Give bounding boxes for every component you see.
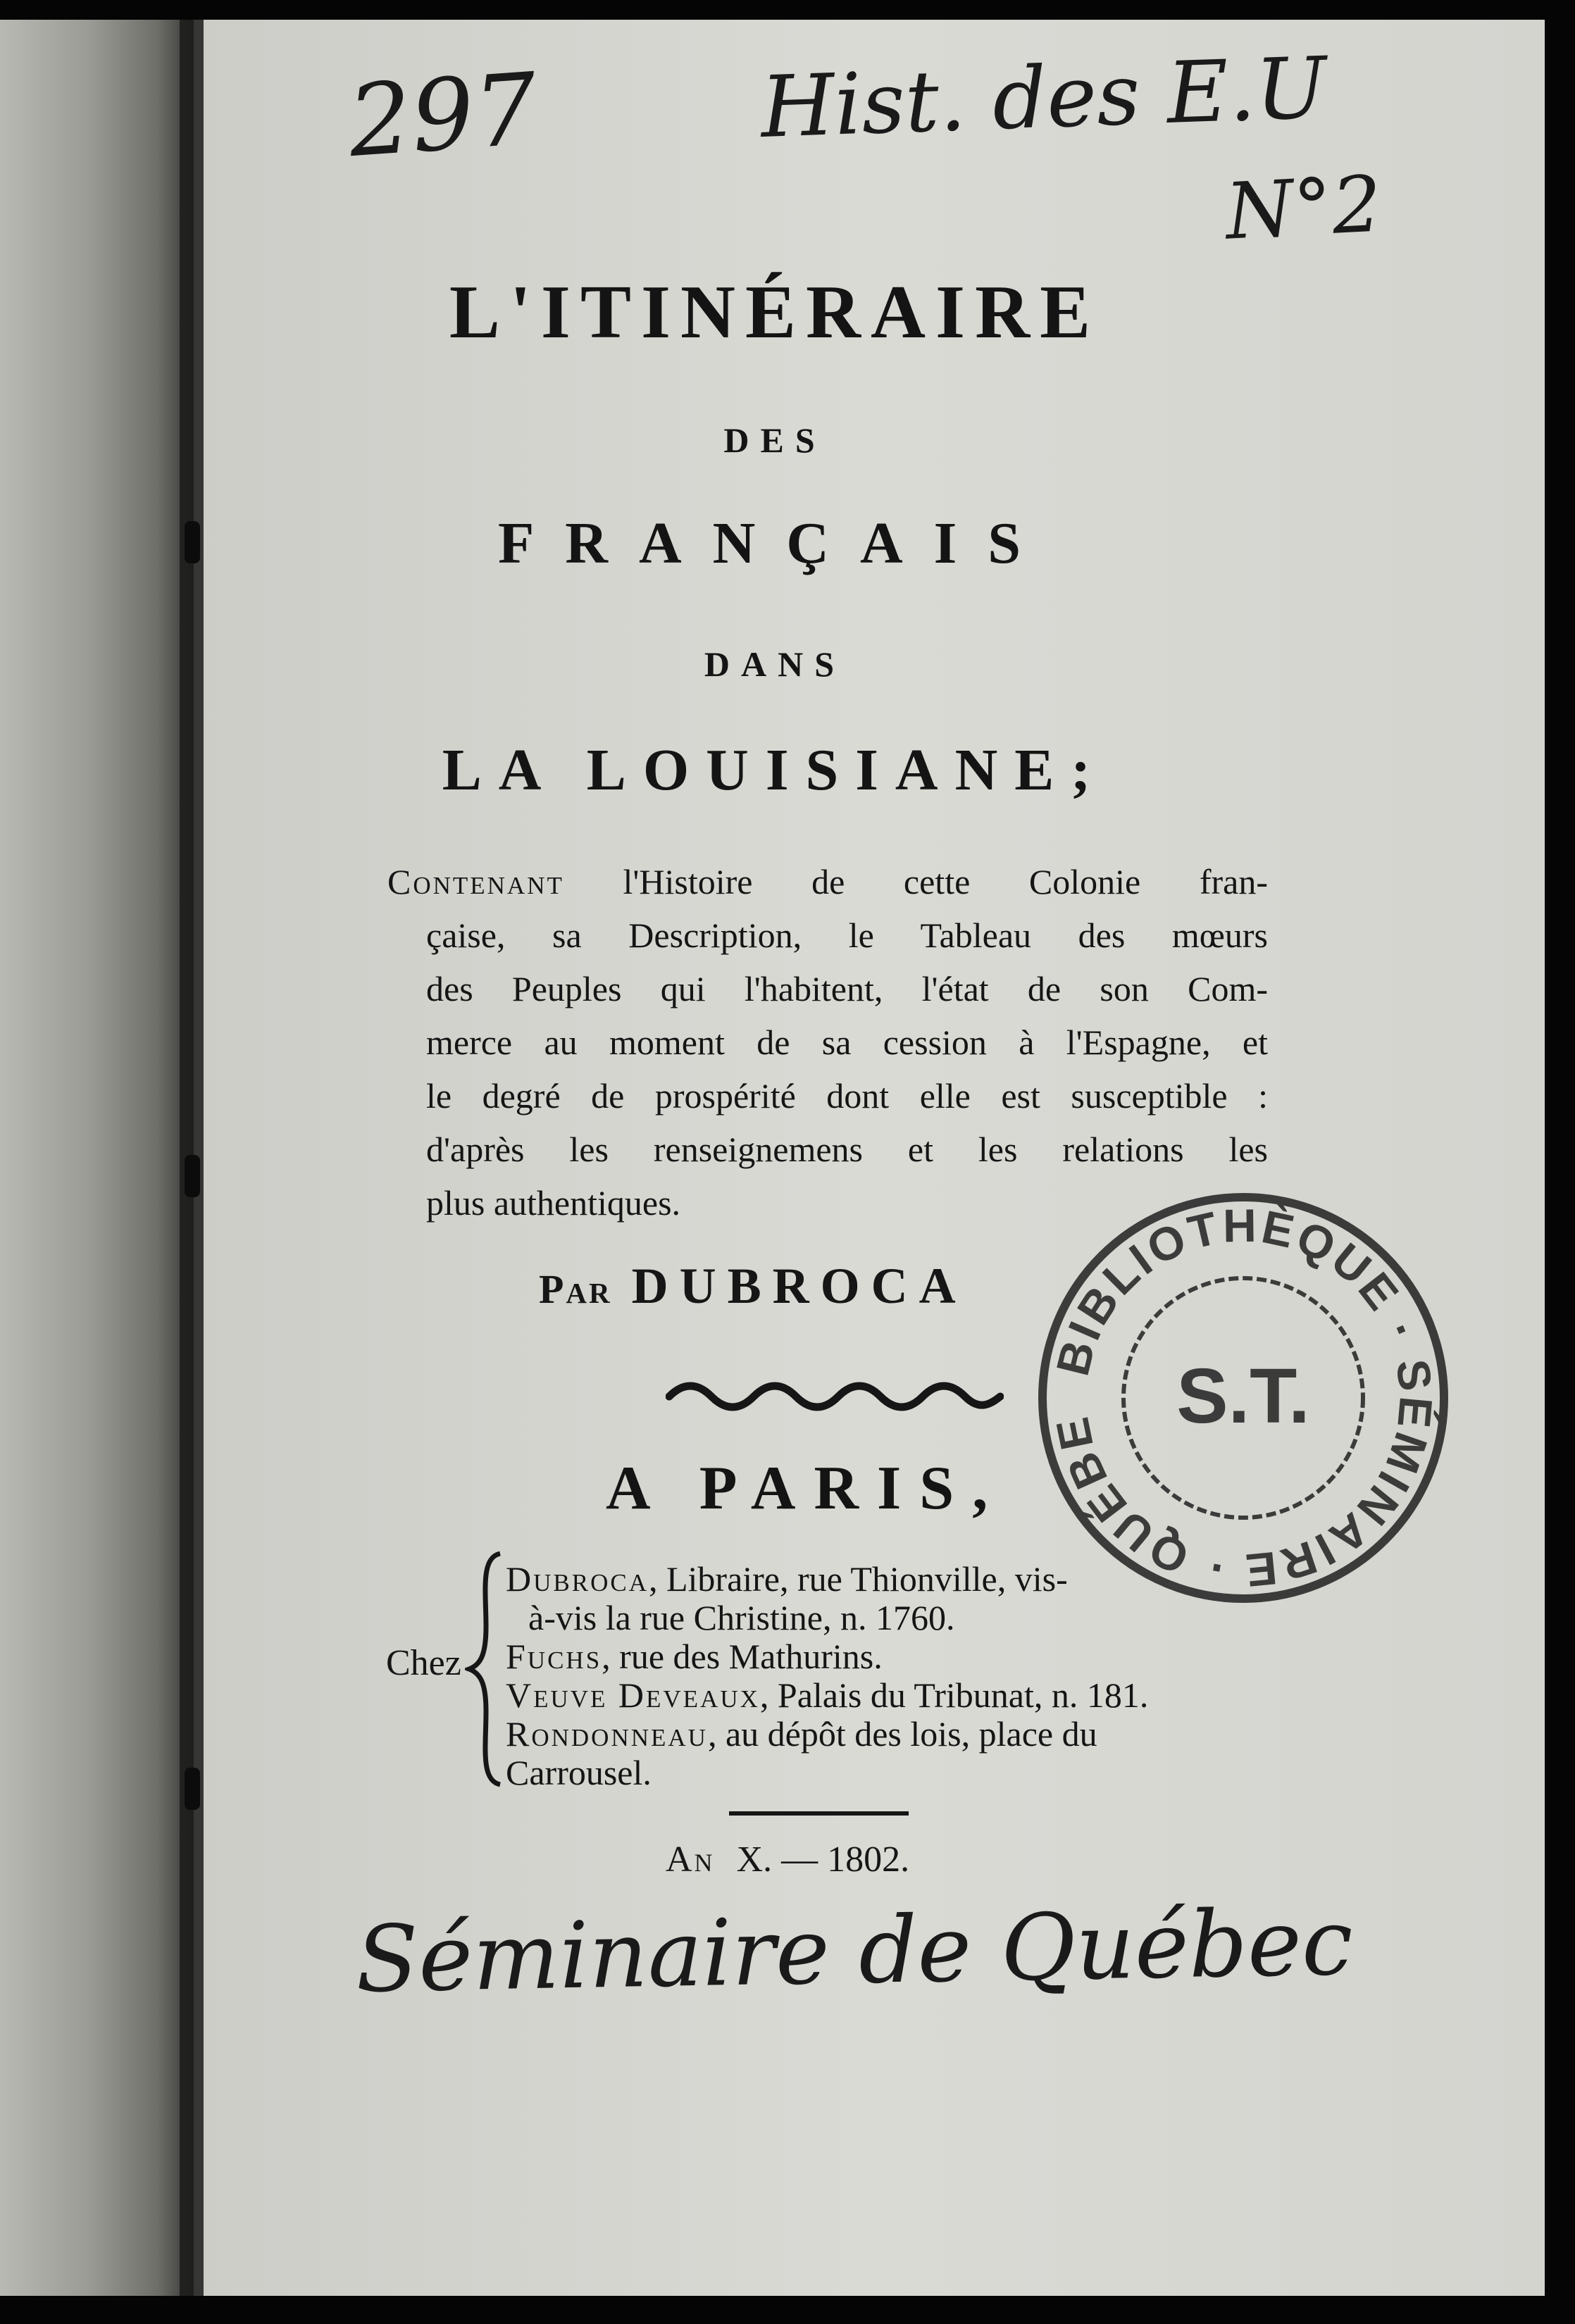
title-louisiane: LA LOUISIANE; (442, 737, 1108, 803)
handwritten-ownership: Séminaire de Québec (354, 1888, 1354, 2013)
author-prefix: Par (539, 1266, 612, 1312)
handwritten-shelf-number: 297 (344, 51, 541, 180)
publisher-name-1: Dubroca (506, 1559, 649, 1599)
date-line (666, 1839, 910, 1880)
description-line-5: le degré de prospérité dont elle est susceptible : (426, 1076, 1268, 1116)
publisher-name-5: Rondonneau (506, 1714, 708, 1754)
title-des: DES (723, 420, 826, 460)
publisher-line-3 (506, 1639, 883, 1674)
wavy-rule-ornament (666, 1377, 1004, 1412)
date-prefix: An (666, 1839, 715, 1880)
publisher-name-4: Veuve Deveaux (506, 1675, 760, 1715)
publisher-text-4: , Palais du Tribunat, n. 181. (759, 1675, 1149, 1715)
title-francais: FRANÇAIS (497, 511, 1052, 576)
description-line-4: merce au moment de sa cession à l'Espagne, et (426, 1023, 1268, 1062)
author-name: DUBROCA (631, 1258, 967, 1314)
publishers-brace (465, 1549, 507, 1789)
publisher-name-3: Fuchs (506, 1637, 602, 1676)
chez-label: Chez (386, 1643, 461, 1683)
publisher-line-5 (506, 1714, 1097, 1754)
library-stamp-graphic (1035, 1190, 1451, 1606)
left-page-edge (0, 20, 197, 2296)
handwritten-collection: Hist. des E.U (759, 39, 1328, 157)
stamp-outer-path: BIBLIOTHÈQUE · SÉMINAIRE · QUÉBE (1045, 1199, 1443, 1597)
description-line-1-text: l'Histoire de cette Colonie fran- (623, 862, 1268, 901)
description-line-2: çaise, sa Description, le Tableau des mœurs (426, 916, 1268, 955)
library-stamp (1035, 1190, 1451, 1606)
description-line-6: d'après les renseignemens et les relations les (426, 1130, 1268, 1169)
publisher-line-4 (506, 1675, 1149, 1715)
description-line-3: des Peuples qui l'habitent, l'état de son Com- (426, 969, 1268, 1008)
date-rule (729, 1811, 909, 1816)
description-line-1 (387, 864, 1268, 899)
title-dans: DANS (704, 644, 846, 684)
publisher-line-2: à-vis la rue Christine, n. 1760. (528, 1598, 955, 1637)
handwritten-volume: N°2 (1223, 158, 1384, 257)
place: A PARIS, (606, 1454, 1007, 1523)
author-line (539, 1258, 967, 1314)
date-value: X. — 1802. (736, 1839, 910, 1880)
description-lead-word: Contenant (387, 862, 564, 901)
description-line-7: plus authentiques. (426, 1183, 681, 1223)
title: L'ITINÉRAIRE (449, 270, 1101, 354)
publisher-text-5: , au dépôt des lois, place du (707, 1714, 1097, 1754)
stamp-center-text: S.T. (1176, 1353, 1310, 1439)
publisher-line-1 (506, 1561, 1068, 1597)
publisher-text-3: , rue des Mathurins. (602, 1637, 883, 1676)
publisher-text-1: , Libraire, rue Thionville, vis- (648, 1559, 1068, 1599)
publisher-line-6: Carrousel. (506, 1753, 652, 1792)
